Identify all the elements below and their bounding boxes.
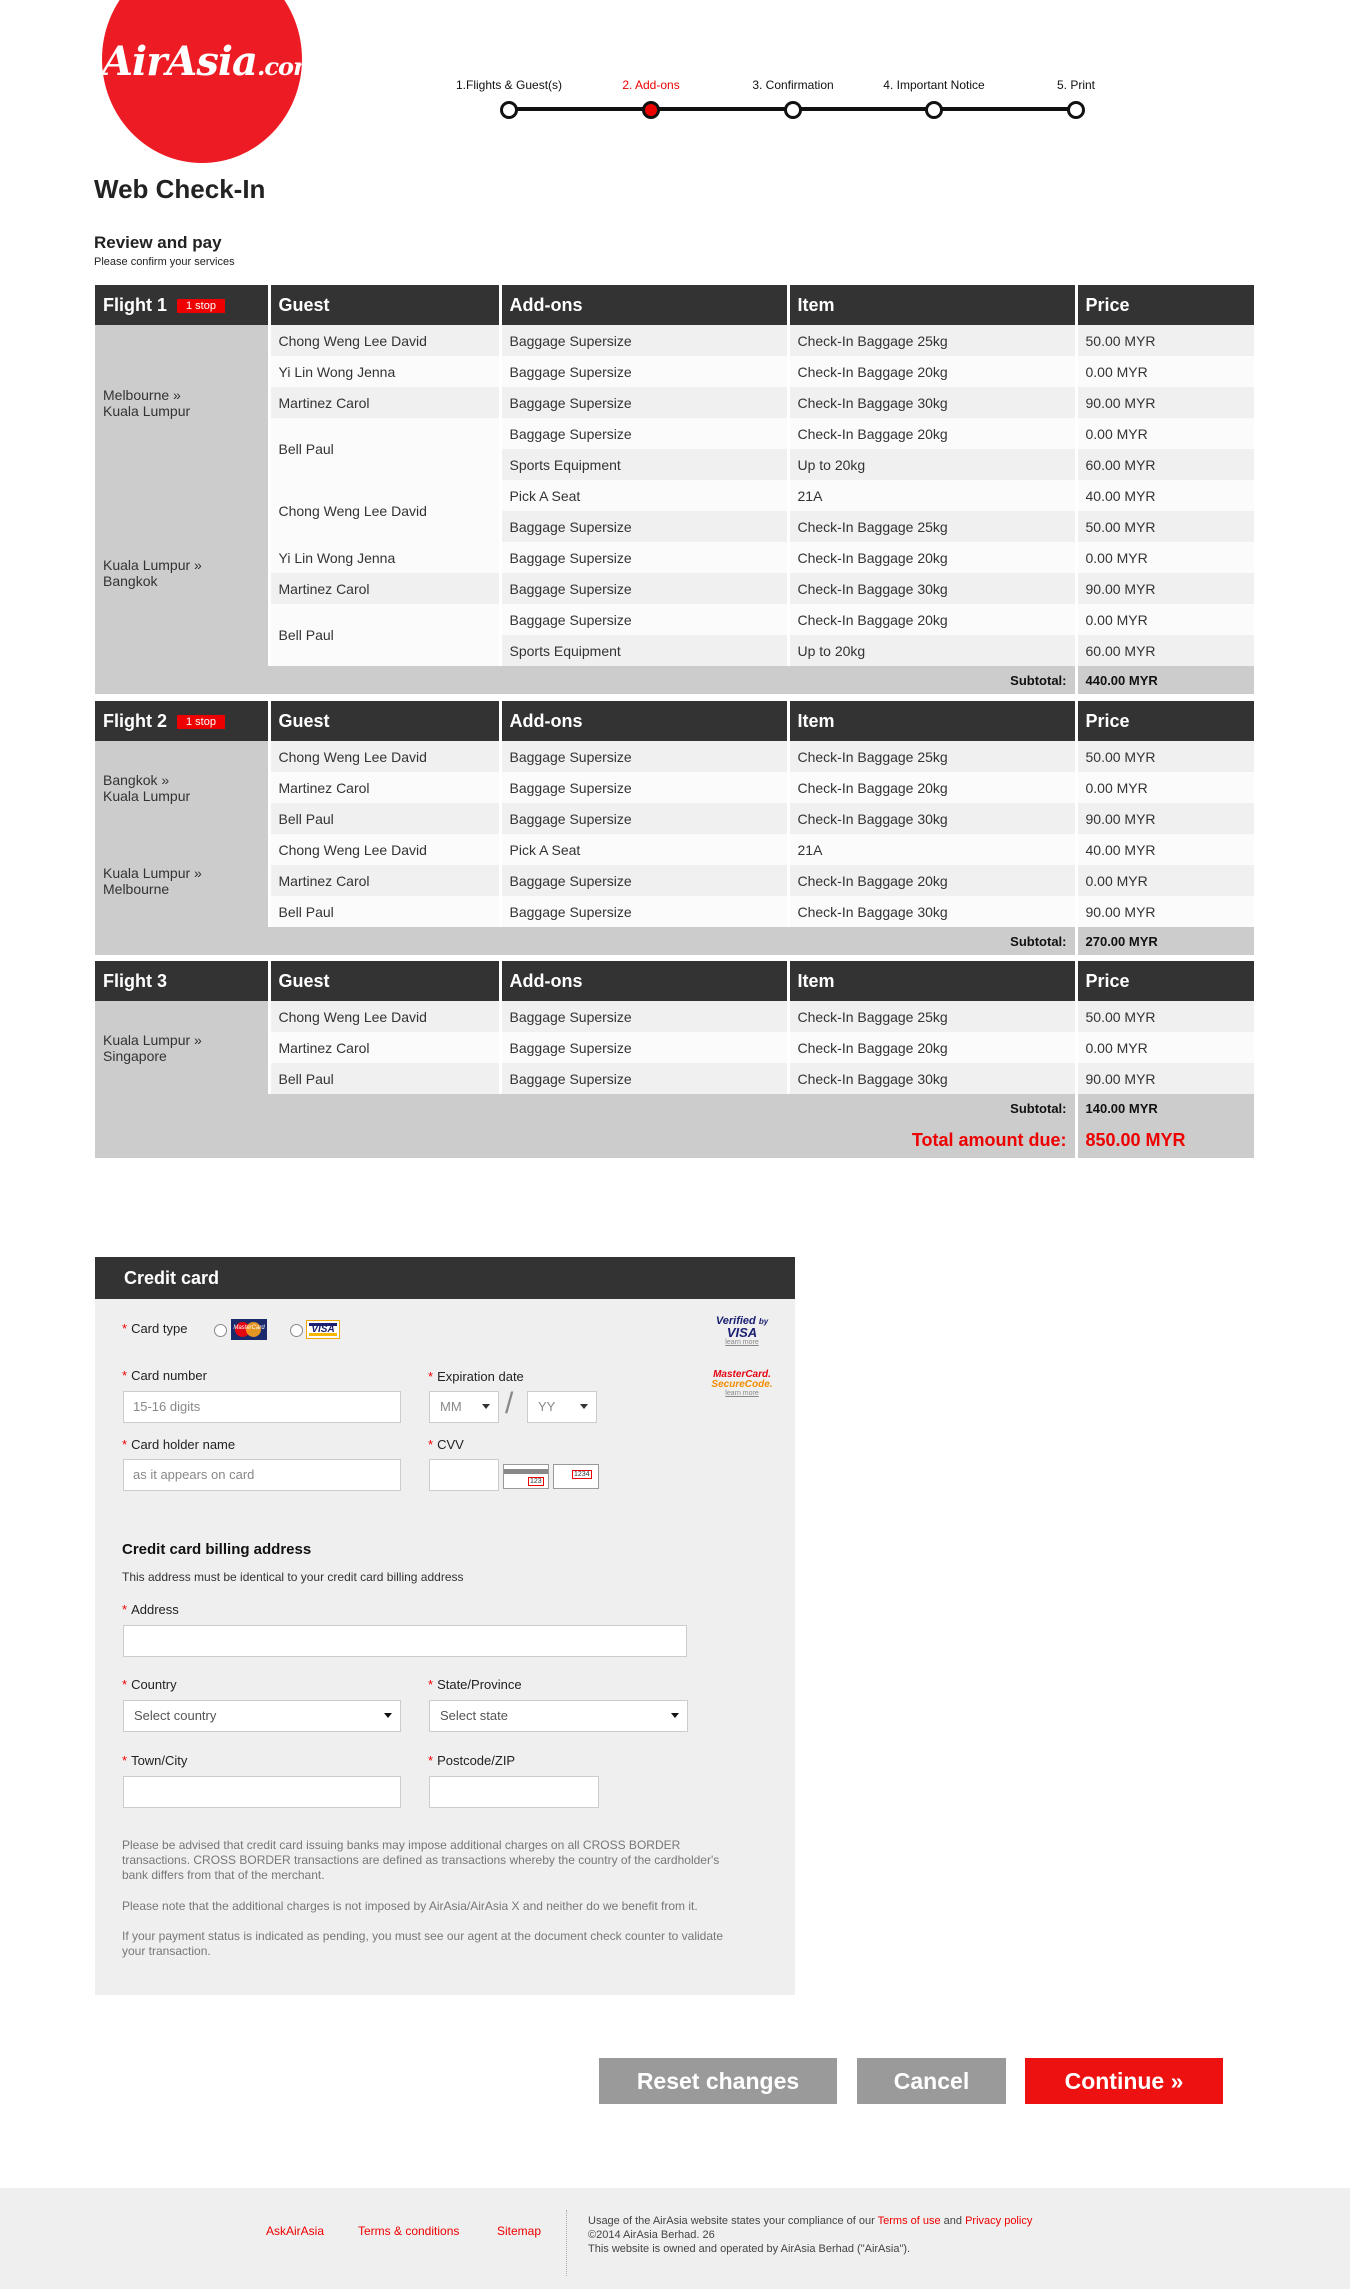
price-cell: 0.00 MYR	[1076, 604, 1254, 635]
footer-copyright: ©2014 AirAsia Berhad. 26	[588, 2229, 715, 2241]
addon-cell: Baggage Supersize	[500, 741, 788, 772]
step-3-dot	[784, 101, 802, 119]
step-2-dot	[642, 101, 660, 119]
addon-cell: Baggage Supersize	[500, 772, 788, 803]
subtotal-label: Subtotal:	[95, 1094, 1076, 1122]
addon-cell: Baggage Supersize	[500, 1001, 788, 1032]
total-row	[95, 1122, 1254, 1158]
continue-button[interactable]: Continue »	[1025, 2058, 1223, 2104]
cvv-card-front-icon: 1234	[553, 1464, 599, 1489]
card-type-mastercard-radio[interactable]	[214, 1324, 227, 1337]
item-cell: Check-In Baggage 20kg	[788, 542, 1076, 573]
town-label: * Town/City	[122, 1753, 188, 1768]
guest-cell: Bell Paul	[269, 803, 500, 834]
subtotal-value: 270.00 MYR	[1076, 927, 1254, 955]
total-label: Total amount due:	[95, 1122, 1076, 1158]
route-cell: Kuala Lumpur » Singapore	[95, 1001, 269, 1094]
card-holder-label: * Card holder name	[122, 1437, 236, 1452]
subtotal-value: 440.00 MYR	[1076, 666, 1254, 694]
footer-owned: This website is owned and operated by AirAsia Berhad ("AirAsia").	[588, 2243, 911, 2255]
item-cell: 21A	[788, 834, 1076, 865]
expiry-month-select[interactable]: MM	[429, 1391, 499, 1423]
stop-badge: 1 stop	[177, 715, 225, 729]
logo-text: AirAsia.com	[102, 38, 318, 85]
table-row	[95, 1032, 1254, 1063]
visa-logo: VISA	[306, 1320, 340, 1339]
route-cell: Bangkok » Kuala Lumpur	[95, 741, 269, 834]
price-cell: 50.00 MYR	[1076, 741, 1254, 772]
guest-cell: Bell Paul	[269, 604, 500, 666]
item-cell: Check-In Baggage 30kg	[788, 896, 1076, 927]
price-cell: 0.00 MYR	[1076, 356, 1254, 387]
item-header: Item	[788, 701, 1076, 741]
reset-changes-button[interactable]: Reset changes	[599, 2058, 837, 2104]
table-row	[95, 387, 1254, 418]
table-row	[95, 1001, 1254, 1032]
price-cell: 50.00 MYR	[1076, 325, 1254, 356]
footer-divider	[566, 2210, 567, 2276]
guest-cell: Martinez Carol	[269, 865, 500, 896]
review-title: Review and pay	[94, 233, 222, 252]
mastercard-logo: MasterCard	[231, 1319, 267, 1340]
addons-header: Add-ons	[500, 961, 788, 1001]
credit-card-header: Credit card	[95, 1257, 795, 1299]
item-cell: Check-In Baggage 20kg	[788, 418, 1076, 449]
price-cell: 40.00 MYR	[1076, 480, 1254, 511]
card-type-label: * Card type	[122, 1321, 188, 1336]
addon-cell: Baggage Supersize	[500, 542, 788, 573]
price-cell: 90.00 MYR	[1076, 803, 1254, 834]
card-type-visa-radio[interactable]	[290, 1324, 303, 1337]
flight-2-table	[95, 701, 1254, 955]
address-input[interactable]	[123, 1625, 687, 1657]
addon-cell: Pick A Seat	[500, 480, 788, 511]
addon-cell: Baggage Supersize	[500, 604, 788, 635]
credit-card-panel	[95, 1257, 795, 1995]
guest-cell: Bell Paul	[269, 1063, 500, 1094]
guest-cell: Yi Lin Wong Jenna	[269, 542, 500, 573]
step-4-dot	[925, 101, 943, 119]
price-header: Price	[1076, 285, 1254, 325]
address-label: * Address	[122, 1602, 179, 1617]
cvv-input[interactable]	[429, 1459, 499, 1491]
item-cell: Check-In Baggage 20kg	[788, 1032, 1076, 1063]
price-cell: 40.00 MYR	[1076, 834, 1254, 865]
item-header: Item	[788, 961, 1076, 1001]
table-row	[95, 865, 1254, 896]
item-cell: Check-In Baggage 20kg	[788, 865, 1076, 896]
price-cell: 0.00 MYR	[1076, 418, 1254, 449]
addon-cell: Baggage Supersize	[500, 573, 788, 604]
subtotal-value: 140.00 MYR	[1076, 1094, 1254, 1122]
addon-cell: Baggage Supersize	[500, 896, 788, 927]
cvv-label: * CVV	[428, 1437, 464, 1452]
total-value: 850.00 MYR	[1076, 1122, 1254, 1158]
town-input[interactable]	[123, 1776, 401, 1808]
footer	[0, 2188, 1350, 2289]
postcode-label: * Postcode/ZIP	[428, 1753, 516, 1768]
guest-header: Guest	[269, 961, 500, 1001]
addon-cell: Baggage Supersize	[500, 803, 788, 834]
flight-label: Flight 1 1 stop	[95, 285, 269, 325]
table-row	[95, 604, 1254, 635]
billing-address-title: Credit card billing address	[122, 1541, 312, 1558]
state-select[interactable]: Select state	[429, 1700, 688, 1732]
item-cell: Check-In Baggage 30kg	[788, 803, 1076, 834]
state-label: * State/Province	[428, 1677, 522, 1692]
subtotal-label: Subtotal:	[95, 927, 1076, 955]
guest-cell: Chong Weng Lee David	[269, 480, 500, 542]
price-cell: 0.00 MYR	[1076, 542, 1254, 573]
addon-cell: Baggage Supersize	[500, 325, 788, 356]
price-cell: 90.00 MYR	[1076, 573, 1254, 604]
step-5-label: 5. Print	[1056, 78, 1096, 92]
price-cell: 90.00 MYR	[1076, 1063, 1254, 1094]
step-3-label: 3. Confirmation	[752, 78, 834, 92]
addon-cell: Baggage Supersize	[500, 1032, 788, 1063]
price-cell: 60.00 MYR	[1076, 449, 1254, 480]
flight-1-table	[95, 285, 1254, 694]
step-2-label: 2. Add-ons	[622, 78, 680, 92]
table-header-row	[95, 701, 1254, 741]
guest-cell: Martinez Carol	[269, 772, 500, 803]
price-cell: 0.00 MYR	[1076, 772, 1254, 803]
card-holder-input[interactable]: as it appears on card	[123, 1459, 401, 1491]
item-cell: Check-In Baggage 25kg	[788, 741, 1076, 772]
price-cell: 90.00 MYR	[1076, 387, 1254, 418]
route-cell: Melbourne » Kuala Lumpur	[95, 325, 269, 480]
guest-cell: Chong Weng Lee David	[269, 741, 500, 772]
item-cell: Check-In Baggage 25kg	[788, 1001, 1076, 1032]
price-cell: 0.00 MYR	[1076, 1032, 1254, 1063]
table-row	[95, 1063, 1254, 1094]
cross-border-note: Please be advised that credit card issuing banks may impose additional charges on all CROSS BORDER transactions. CROSS BORDER transactions are defined as transactions whereby the country of the cardholder's bank differs from that of the merchant.	[122, 1838, 720, 1882]
price-header: Price	[1076, 961, 1254, 1001]
table-row	[95, 772, 1254, 803]
footer-link-terms[interactable]: Terms & conditions	[358, 2224, 460, 2238]
table-row	[95, 896, 1254, 927]
table-header-row	[95, 961, 1254, 1001]
guest-cell: Martinez Carol	[269, 1032, 500, 1063]
review-subtitle: Please confirm your services	[94, 256, 235, 268]
price-cell: 0.00 MYR	[1076, 865, 1254, 896]
table-row	[95, 418, 1254, 449]
addon-cell: Baggage Supersize	[500, 511, 788, 542]
footer-legal: Usage of the AirAsia website states your compliance of our Terms of use and Privacy policy ©2014 AirAsia Berhad. 26 This website is owned and operated by AirAsia Berhad ("AirAsia").	[588, 2215, 1033, 2255]
guest-header: Guest	[269, 701, 500, 741]
guest-cell: Bell Paul	[269, 896, 500, 927]
guest-cell: Yi Lin Wong Jenna	[269, 356, 500, 387]
flight-3-table	[95, 961, 1254, 1158]
guest-cell: Chong Weng Lee David	[269, 834, 500, 865]
item-cell: Check-In Baggage 30kg	[788, 573, 1076, 604]
table-row	[95, 573, 1254, 604]
item-cell: Check-In Baggage 20kg	[788, 604, 1076, 635]
guest-cell: Martinez Carol	[269, 573, 500, 604]
step-1-dot	[500, 101, 518, 119]
item-header: Item	[788, 285, 1076, 325]
guest-header: Guest	[269, 285, 500, 325]
item-cell: 21A	[788, 480, 1076, 511]
table-row	[95, 356, 1254, 387]
table-header-row	[95, 285, 1254, 325]
guest-cell: Chong Weng Lee David	[269, 1001, 500, 1032]
expiry-year-select[interactable]: YY	[527, 1391, 597, 1423]
route-cell: Kuala Lumpur » Bangkok	[95, 480, 269, 666]
item-cell: Check-In Baggage 25kg	[788, 325, 1076, 356]
country-select[interactable]: Select country	[123, 1700, 401, 1732]
table-row	[95, 834, 1254, 865]
item-cell: Up to 20kg	[788, 635, 1076, 666]
item-cell: Check-In Baggage 30kg	[788, 1063, 1076, 1094]
stop-badge: 1 stop	[177, 299, 225, 313]
expiration-date-label: * Expiration date	[428, 1369, 524, 1384]
addons-header: Add-ons	[500, 285, 788, 325]
addon-cell: Baggage Supersize	[500, 387, 788, 418]
addon-cell: Baggage Supersize	[500, 1063, 788, 1094]
country-label: * Country	[122, 1677, 177, 1692]
step-5-dot	[1067, 101, 1085, 119]
addons-header: Add-ons	[500, 701, 788, 741]
footer-privacy-link[interactable]: Privacy policy	[965, 2215, 1033, 2227]
subtotal-row	[95, 666, 1254, 694]
table-row	[95, 741, 1254, 772]
addon-cell: Sports Equipment	[500, 635, 788, 666]
step-4-label: 4. Important Notice	[883, 78, 985, 92]
cvv-card-back-icon: 123	[503, 1464, 549, 1489]
card-number-label: * Card number	[122, 1368, 207, 1383]
guest-cell: Bell Paul	[269, 418, 500, 480]
route-cell: Kuala Lumpur » Melbourne	[95, 834, 269, 927]
subtotal-row	[95, 927, 1254, 955]
item-cell: Check-In Baggage 30kg	[788, 387, 1076, 418]
mastercard-securecode-badge[interactable]: MasterCard. SecureCode. learn more	[711, 1369, 773, 1397]
footer-terms-of-use-link[interactable]: Terms of use	[877, 2215, 941, 2227]
item-cell: Check-In Baggage 20kg	[788, 772, 1076, 803]
expiry-separator: /	[505, 1387, 514, 1420]
guest-cell: Martinez Carol	[269, 387, 500, 418]
table-row	[95, 542, 1254, 573]
pending-note: If your payment status is indicated as pending, you must see our agent at the document check counter to validate your transaction.	[122, 1929, 724, 1958]
table-row	[95, 325, 1254, 356]
page-title: Web Check-In	[94, 174, 266, 204]
addon-cell: Baggage Supersize	[500, 418, 788, 449]
price-cell: 50.00 MYR	[1076, 1001, 1254, 1032]
charges-note: Please note that the additional charges is not imposed by AirAsia/AirAsia X and neither do we benefit from it.	[122, 1899, 698, 1913]
subtotal-row	[95, 1094, 1254, 1122]
price-cell: 60.00 MYR	[1076, 635, 1254, 666]
table-row	[95, 803, 1254, 834]
price-cell: 90.00 MYR	[1076, 896, 1254, 927]
card-number-input[interactable]: 15-16 digits	[123, 1391, 401, 1423]
flight-label: Flight 2 1 stop	[95, 701, 269, 741]
item-cell: Check-In Baggage 20kg	[788, 356, 1076, 387]
price-cell: 50.00 MYR	[1076, 511, 1254, 542]
addon-cell: Pick A Seat	[500, 834, 788, 865]
flight-label: Flight 3	[95, 961, 269, 1001]
step-1-label: 1.Flights & Guest(s)	[455, 78, 563, 92]
cancel-button[interactable]: Cancel	[857, 2058, 1006, 2104]
item-cell: Check-In Baggage 25kg	[788, 511, 1076, 542]
price-header: Price	[1076, 701, 1254, 741]
table-row	[95, 480, 1254, 511]
addon-cell: Sports Equipment	[500, 449, 788, 480]
addon-cell: Baggage Supersize	[500, 865, 788, 896]
footer-link-sitemap[interactable]: Sitemap	[497, 2224, 542, 2238]
footer-link-askairasia[interactable]: AskAirAsia	[266, 2224, 325, 2238]
subtotal-label: Subtotal:	[95, 666, 1076, 694]
item-cell: Up to 20kg	[788, 449, 1076, 480]
verified-by-visa-badge[interactable]: Verified by VISA learn more	[715, 1315, 769, 1346]
postcode-input[interactable]	[429, 1776, 599, 1808]
guest-cell: Chong Weng Lee David	[269, 325, 500, 356]
addon-cell: Baggage Supersize	[500, 356, 788, 387]
billing-address-subtitle: This address must be identical to your credit card billing address	[122, 1570, 464, 1584]
airasia-logo[interactable]	[102, 0, 318, 163]
